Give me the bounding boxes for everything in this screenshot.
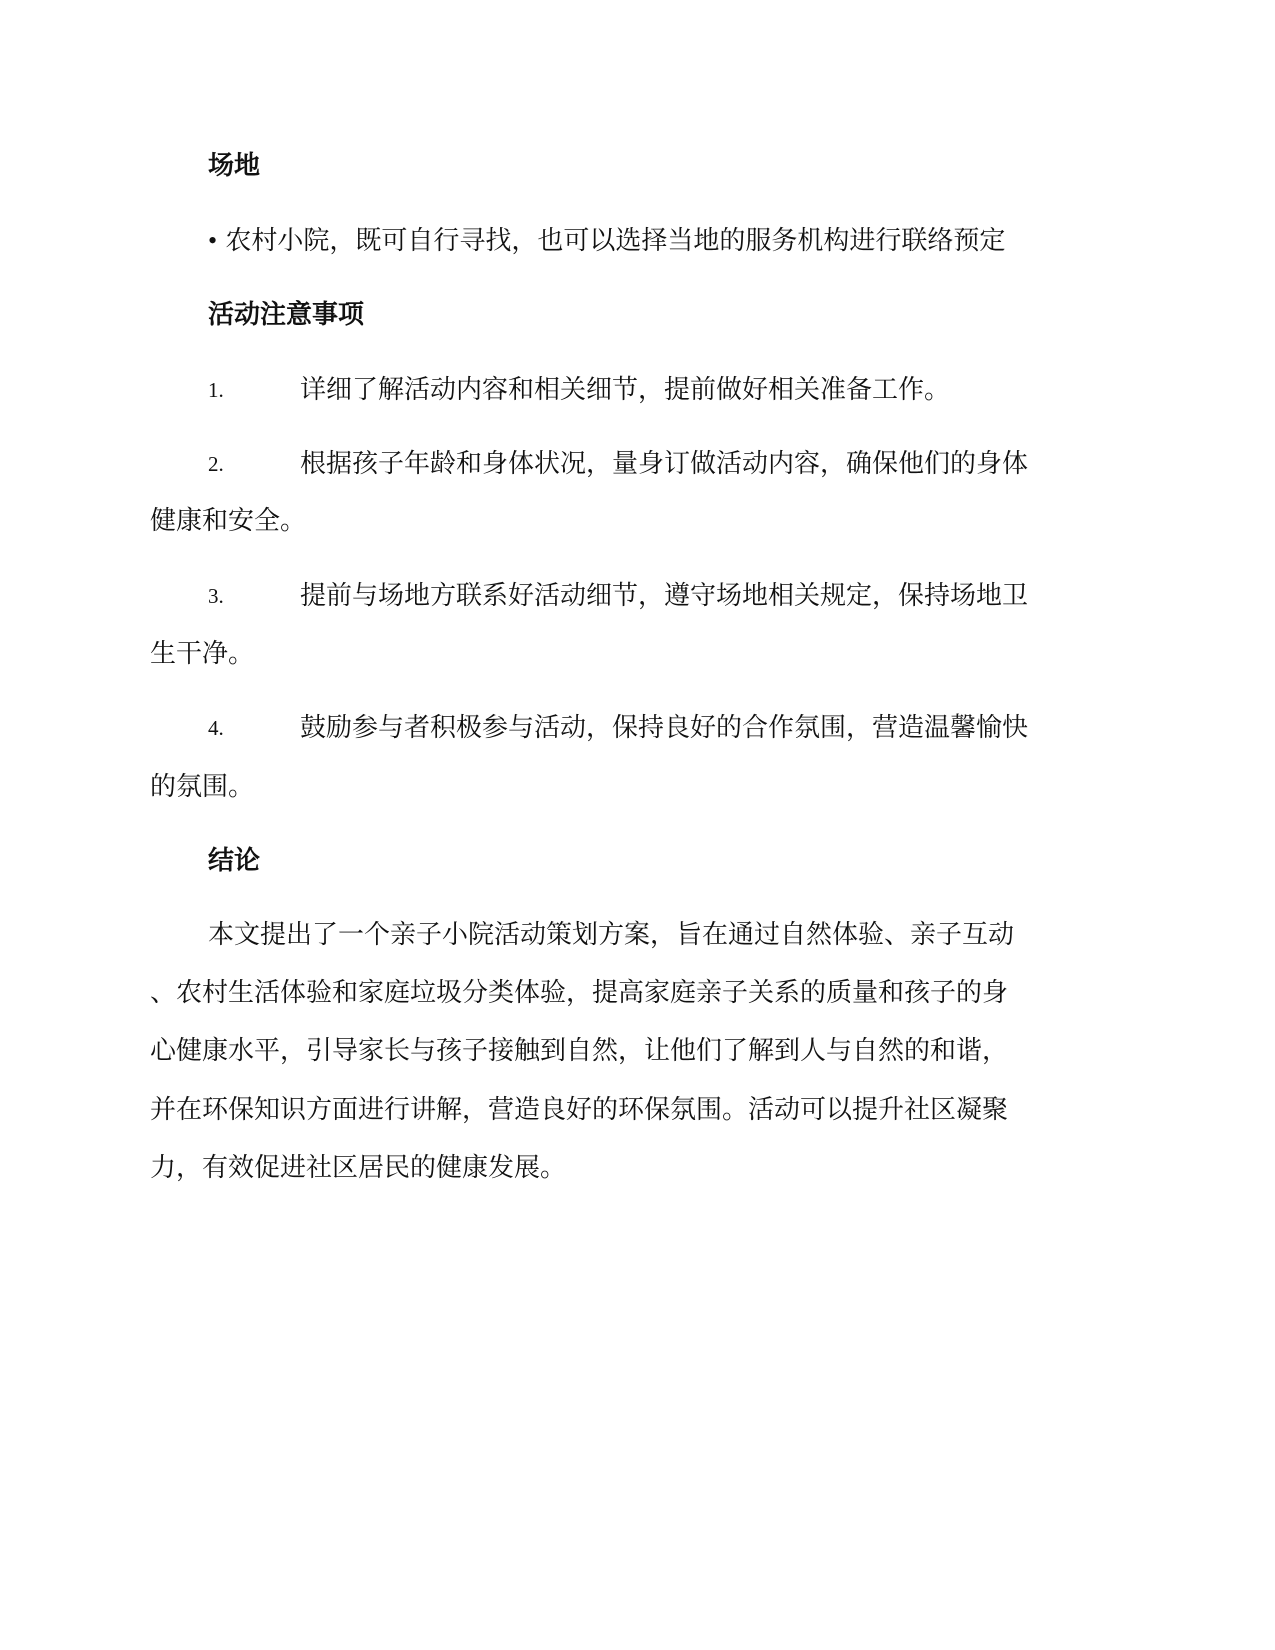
- list-number: 2.: [208, 452, 224, 476]
- list-number: 4.: [208, 716, 224, 740]
- list-item-text: 提前与场地方联系好活动细节，遵守场地相关规定，保持场地卫: [300, 581, 1029, 611]
- list-item-text-continued: 生干净。: [150, 639, 255, 669]
- section-heading-conclusion: 结论: [208, 846, 261, 876]
- section-heading-notes: 活动注意事项: [208, 300, 365, 330]
- paragraph-line: 并在环保知识方面进行讲解，营造良好的环保氛围。活动可以提升社区凝聚: [150, 1095, 1009, 1125]
- venue-bullet-text: 农村小院，既可自行寻找，也可以选择当地的服务机构进行联络预定: [217, 226, 1006, 256]
- list-item-text: 详细了解活动内容和相关细节，提前做好相关准备工作。: [300, 375, 951, 405]
- list-number: 3.: [208, 584, 224, 608]
- list-item-text-continued: 健康和安全。: [150, 506, 307, 536]
- paragraph-line: 本文提出了一个亲子小院活动策划方案，旨在通过自然体验、亲子互动: [208, 920, 1015, 950]
- list-item-text-continued: 的氛围。: [150, 772, 255, 802]
- list-item-text: 鼓励参与者积极参与活动，保持良好的合作氛围，营造温馨愉快: [300, 713, 1029, 743]
- bullet-symbol: •: [208, 226, 218, 255]
- section-heading-venue: 场地: [208, 151, 261, 181]
- venue-bullet-item: [208, 224, 1168, 258]
- paragraph-line: 力，有效促进社区居民的健康发展。: [150, 1153, 567, 1183]
- list-item-text: 根据孩子年龄和身体状况，量身订做活动内容，确保他们的身体: [300, 449, 1029, 479]
- paragraph-line: 、农村生活体验和家庭垃圾分类体验，提高家庭亲子关系的质量和孩子的身: [150, 978, 1009, 1008]
- paragraph-line: 心健康水平，引导家长与孩子接触到自然，让他们了解到人与自然的和谐，: [150, 1036, 1009, 1066]
- list-number: 1.: [208, 378, 224, 402]
